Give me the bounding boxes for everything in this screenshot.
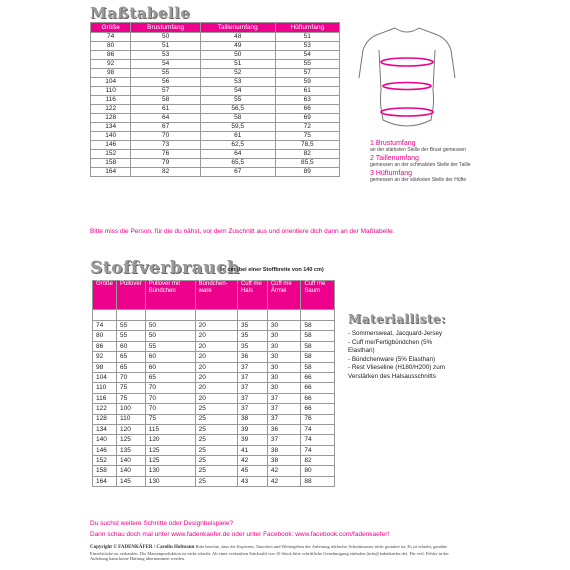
- table-cell: 66: [301, 383, 335, 393]
- table-cell: 86: [91, 51, 131, 60]
- table-cell: 53: [275, 42, 339, 51]
- table-cell: 64: [131, 114, 201, 123]
- fabric-row: [93, 424, 335, 434]
- table-cell: 78,5: [275, 141, 339, 150]
- table-cell: 75: [145, 414, 195, 424]
- blank-row: [93, 310, 335, 321]
- table-cell: 61: [200, 132, 275, 141]
- table-cell: 120: [145, 435, 195, 445]
- table-cell: 67: [200, 168, 275, 177]
- table-cell: 120: [117, 424, 146, 434]
- fabric-row: [93, 476, 335, 486]
- table-cell: 30: [267, 321, 301, 331]
- table-cell: 50: [145, 321, 195, 331]
- table-cell: 70: [117, 372, 146, 382]
- table-cell: 158: [93, 466, 117, 476]
- table-cell: 145: [117, 476, 146, 486]
- table-cell: 35: [237, 321, 267, 331]
- table-cell: 86: [93, 341, 117, 351]
- column-header: Pullover: [117, 281, 146, 310]
- table-cell: 110: [93, 383, 117, 393]
- table-cell: 79: [131, 159, 201, 168]
- table-cell: 146: [91, 141, 131, 150]
- table-cell: 140: [91, 132, 131, 141]
- table-cell: 128: [93, 414, 117, 424]
- size-row: [91, 51, 340, 60]
- table-cell: 56: [131, 78, 201, 87]
- materials-list: [348, 330, 460, 381]
- table-cell: 56,5: [200, 105, 275, 114]
- table-cell: 25: [195, 435, 237, 445]
- size-row: [91, 96, 340, 105]
- table-cell: 122: [93, 404, 117, 414]
- table-cell: 20: [195, 372, 237, 382]
- table-cell: 140: [117, 466, 146, 476]
- table-cell: 80: [93, 331, 117, 341]
- table-cell: 30: [267, 372, 301, 382]
- materials-title: Materialliste:: [348, 312, 446, 326]
- table-cell: 58: [301, 341, 335, 351]
- table-cell: 134: [91, 123, 131, 132]
- table-cell: 42: [237, 456, 267, 466]
- body-measurement-figure: [355, 20, 460, 138]
- table-cell: 37: [267, 393, 301, 403]
- table-cell: 51: [275, 33, 339, 42]
- table-cell: 66: [301, 393, 335, 403]
- fabric-row: [93, 341, 335, 351]
- fabric-row: [93, 466, 335, 476]
- table-cell: 30: [267, 383, 301, 393]
- fabric-subtitle: in cm (bei einer Stoffbreite von 140 cm): [221, 267, 324, 273]
- measure-legend: [370, 140, 480, 183]
- column-header: Cuff me Ärmel: [267, 281, 301, 310]
- material-item: - Sommersweat, Jacquard-Jersey: [348, 330, 443, 337]
- table-cell: 55: [275, 60, 339, 69]
- table-cell: 20: [195, 393, 237, 403]
- table-cell: 42: [267, 466, 301, 476]
- table-cell: 25: [195, 404, 237, 414]
- table-cell: 74: [301, 424, 335, 434]
- table-cell: 66: [301, 372, 335, 382]
- table-cell: 37: [237, 372, 267, 382]
- table-cell: 116: [91, 96, 131, 105]
- table-cell: [93, 310, 117, 321]
- table-cell: 54: [200, 87, 275, 96]
- table-cell: 152: [93, 456, 117, 466]
- table-cell: 53: [131, 51, 201, 60]
- table-cell: 70: [145, 393, 195, 403]
- table-cell: 98: [91, 69, 131, 78]
- table-cell: 75: [117, 393, 146, 403]
- fabric-row: [93, 372, 335, 382]
- size-row: [91, 123, 340, 132]
- table-cell: 74: [93, 321, 117, 331]
- size-row: [91, 159, 340, 168]
- table-cell: 74: [91, 33, 131, 42]
- fabric-title: Stoffverbrauch: [90, 258, 240, 278]
- table-cell: 50: [131, 33, 201, 42]
- table-cell: 125: [145, 456, 195, 466]
- table-cell: 37: [237, 393, 267, 403]
- fabric-row: [93, 456, 335, 466]
- fabric-table: [92, 280, 335, 487]
- footer-legal-text: Bitte beachte, dass die Kopieren, Tauschen und Weitergeben der Anleitung inklusive Schnittmuster nicht gestattet ist. Es ist erlaubt, genähte Einzelstücke zu verkaufen. Die Massenproduktion ist nicht erlaubt. Ab einer verkauften Stückzahl von 10 Stück bitte schriftliche Genehmigung einholen (info@fadenkaefer.de). Für evtl. Fehler in der Anleitung kann keine Haftung übernommen werden.: [90, 544, 449, 562]
- table-cell: 30: [267, 362, 301, 372]
- table-cell: 30: [267, 341, 301, 351]
- table-cell: 43: [237, 476, 267, 486]
- legend-title-1: 1 Brustumfang: [370, 140, 416, 147]
- size-row: [91, 78, 340, 87]
- table-cell: 20: [195, 331, 237, 341]
- table-cell: 98: [93, 362, 117, 372]
- table-cell: 58: [301, 352, 335, 362]
- table-cell: 61: [275, 87, 339, 96]
- table-cell: 62,5: [200, 141, 275, 150]
- table-cell: 55: [117, 331, 146, 341]
- table-cell: 59: [275, 78, 339, 87]
- fabric-row: [93, 393, 335, 403]
- table-cell: 76: [301, 414, 335, 424]
- table-cell: 82: [131, 168, 201, 177]
- size-row: [91, 114, 340, 123]
- table-cell: 37: [267, 414, 301, 424]
- table-cell: 65: [145, 372, 195, 382]
- table-cell: 125: [117, 435, 146, 445]
- table-cell: 152: [91, 150, 131, 159]
- table-cell: 110: [117, 414, 146, 424]
- table-cell: 74: [301, 435, 335, 445]
- column-header: Taillenumfang: [200, 23, 275, 33]
- table-cell: 74: [301, 445, 335, 455]
- table-cell: 58: [200, 114, 275, 123]
- table-cell: 35: [237, 341, 267, 351]
- table-cell: 122: [91, 105, 131, 114]
- table-cell: 73: [131, 141, 201, 150]
- table-cell: [301, 310, 335, 321]
- legend-desc-1: an der stärksten Stelle der Brust gemessen: [370, 147, 466, 153]
- table-cell: 58: [301, 331, 335, 341]
- column-header: Größe: [93, 281, 117, 310]
- table-cell: 36: [237, 352, 267, 362]
- table-cell: 37: [237, 362, 267, 372]
- table-cell: 38: [267, 456, 301, 466]
- table-cell: 20: [195, 362, 237, 372]
- table-cell: 82: [275, 150, 339, 159]
- table-cell: 60: [145, 362, 195, 372]
- table-cell: 66: [275, 105, 339, 114]
- legend-desc-2: gemessen an der schmalsten Stelle der Taille: [370, 162, 471, 168]
- table-cell: 20: [195, 341, 237, 351]
- table-cell: 49: [200, 42, 275, 51]
- table-cell: 70: [145, 383, 195, 393]
- table-cell: 164: [91, 168, 131, 177]
- size-row: [91, 33, 340, 42]
- table-cell: 30: [267, 352, 301, 362]
- column-header: Größe: [91, 23, 131, 33]
- table-cell: [237, 310, 267, 321]
- table-cell: 58: [301, 321, 335, 331]
- table-cell: 55: [200, 96, 275, 105]
- table-cell: 37: [267, 435, 301, 445]
- table-cell: 135: [117, 445, 146, 455]
- table-cell: 37: [237, 383, 267, 393]
- size-row: [91, 42, 340, 51]
- table-cell: 50: [200, 51, 275, 60]
- table-cell: 57: [131, 87, 201, 96]
- table-cell: 39: [237, 424, 267, 434]
- footer-copyright: Copyright © FADENKÄFER / Carolin Hofmann: [90, 545, 195, 550]
- footer-line-1: Du suchst weitere Schnitte oder Designbeispiele?: [90, 520, 234, 527]
- table-cell: 38: [237, 414, 267, 424]
- table-cell: 75: [117, 383, 146, 393]
- table-cell: 20: [195, 352, 237, 362]
- table-cell: 25: [195, 414, 237, 424]
- fabric-row: [93, 435, 335, 445]
- table-cell: 140: [117, 456, 146, 466]
- table-cell: 42: [267, 476, 301, 486]
- table-cell: 88: [301, 476, 335, 486]
- table-cell: 115: [145, 424, 195, 434]
- table-cell: 20: [195, 383, 237, 393]
- table-cell: 65: [117, 362, 146, 372]
- size-row: [91, 168, 340, 177]
- table-cell: 37: [237, 404, 267, 414]
- table-cell: [117, 310, 146, 321]
- column-header: Hüftumfang: [275, 23, 339, 33]
- table-cell: 35: [237, 331, 267, 341]
- legend-title-3: 3 Hüftumfang: [370, 170, 413, 177]
- legend-title-2: 2 Taillenumfang: [370, 155, 419, 162]
- table-cell: 25: [195, 476, 237, 486]
- table-cell: 128: [91, 114, 131, 123]
- materials: [348, 312, 460, 381]
- table-cell: 25: [195, 424, 237, 434]
- table-cell: 146: [93, 445, 117, 455]
- table-cell: 82: [301, 456, 335, 466]
- table-cell: 80: [301, 466, 335, 476]
- table-cell: 65: [117, 352, 146, 362]
- table-cell: 25: [195, 466, 237, 476]
- table-cell: 39: [237, 435, 267, 445]
- table-cell: 85,5: [275, 159, 339, 168]
- table-cell: [145, 310, 195, 321]
- table-cell: 20: [195, 321, 237, 331]
- table-cell: 69: [275, 114, 339, 123]
- table-cell: 67: [131, 123, 201, 132]
- table-cell: 104: [93, 372, 117, 382]
- size-row: [91, 87, 340, 96]
- table-cell: 76: [131, 150, 201, 159]
- table-cell: 57: [275, 69, 339, 78]
- table-cell: 59,5: [200, 123, 275, 132]
- table-cell: 116: [93, 393, 117, 403]
- fabric-row: [93, 352, 335, 362]
- fabric-row: [93, 362, 335, 372]
- size-row: [91, 60, 340, 69]
- table-cell: 92: [93, 352, 117, 362]
- footer-line-2: Dann schau doch mal unter www.fadenkaefer.de oder unter Facebook: www.facebook.com/fadenkaefer!: [90, 531, 390, 538]
- table-cell: 48: [200, 33, 275, 42]
- table-cell: 65,5: [200, 159, 275, 168]
- table-cell: 53: [200, 78, 275, 87]
- table-cell: 60: [117, 341, 146, 351]
- table-cell: 51: [131, 42, 201, 51]
- size-row: [91, 141, 340, 150]
- table-cell: 63: [275, 96, 339, 105]
- fabric-row: [93, 321, 335, 331]
- column-header: Cuff me Hals: [237, 281, 267, 310]
- fabric-row: [93, 331, 335, 341]
- table-cell: 45: [237, 466, 267, 476]
- table-cell: 55: [117, 321, 146, 331]
- table-cell: 41: [237, 445, 267, 455]
- material-item: - Rest Vlieseline (H180/H200) zum Verstärken des Halsausschnitts: [348, 364, 445, 380]
- table-cell: 36: [267, 424, 301, 434]
- size-row: [91, 132, 340, 141]
- table-cell: 50: [145, 331, 195, 341]
- table-cell: 104: [91, 78, 131, 87]
- table-cell: 52: [200, 69, 275, 78]
- table-cell: 25: [195, 445, 237, 455]
- material-item: - Bündchenware (5% Elasthan): [348, 355, 436, 363]
- table-cell: 58: [301, 362, 335, 372]
- size-row: [91, 105, 340, 114]
- table-cell: 60: [145, 352, 195, 362]
- table-cell: 75: [275, 132, 339, 141]
- measure-note: Bitte miss die Person, für die du nähst, vor dem Zuschnitt aus und orientiere dich dann an der Maßtabelle.: [90, 228, 395, 235]
- table-cell: 100: [117, 404, 146, 414]
- size-row: [91, 150, 340, 159]
- table-cell: 54: [275, 51, 339, 60]
- size-table-title: Maßtabelle: [90, 4, 191, 22]
- table-cell: 70: [145, 404, 195, 414]
- table-cell: 61: [131, 105, 201, 114]
- table-cell: 38: [267, 445, 301, 455]
- column-header: Cuff me Saum: [301, 281, 335, 310]
- material-item: - Cuff me/Fertigbündchen (5% Elasthan): [348, 338, 433, 354]
- column-header: Pullover mit Bündchen: [145, 281, 195, 310]
- fabric-row: [93, 404, 335, 414]
- table-cell: 92: [91, 60, 131, 69]
- table-cell: 58: [131, 96, 201, 105]
- table-cell: 70: [131, 132, 201, 141]
- table-cell: 110: [91, 87, 131, 96]
- table-cell: 140: [93, 435, 117, 445]
- table-cell: 66: [301, 404, 335, 414]
- table-cell: 125: [145, 445, 195, 455]
- table-cell: 130: [145, 476, 195, 486]
- table-cell: 89: [275, 168, 339, 177]
- fabric-row: [93, 383, 335, 393]
- column-header: Bündchen-ware: [195, 281, 237, 310]
- table-cell: 54: [131, 60, 201, 69]
- table-cell: 55: [131, 69, 201, 78]
- fabric-row: [93, 414, 335, 424]
- size-row: [91, 69, 340, 78]
- table-cell: 30: [267, 331, 301, 341]
- table-cell: 72: [275, 123, 339, 132]
- table-cell: 80: [91, 42, 131, 51]
- table-cell: 130: [145, 466, 195, 476]
- table-cell: 134: [93, 424, 117, 434]
- table-cell: 158: [91, 159, 131, 168]
- footer-legal: [90, 544, 462, 562]
- table-cell: 51: [200, 60, 275, 69]
- table-cell: [195, 310, 237, 321]
- table-cell: 164: [93, 476, 117, 486]
- table-cell: [267, 310, 301, 321]
- legend-desc-3: gemessen an der stärksten Stelle der Hüfte: [370, 177, 467, 183]
- table-cell: 55: [145, 341, 195, 351]
- size-table: [90, 22, 340, 177]
- fabric-row: [93, 445, 335, 455]
- table-cell: 64: [200, 150, 275, 159]
- column-header: Brustumfang: [131, 23, 201, 33]
- table-cell: 37: [267, 404, 301, 414]
- table-cell: 25: [195, 456, 237, 466]
